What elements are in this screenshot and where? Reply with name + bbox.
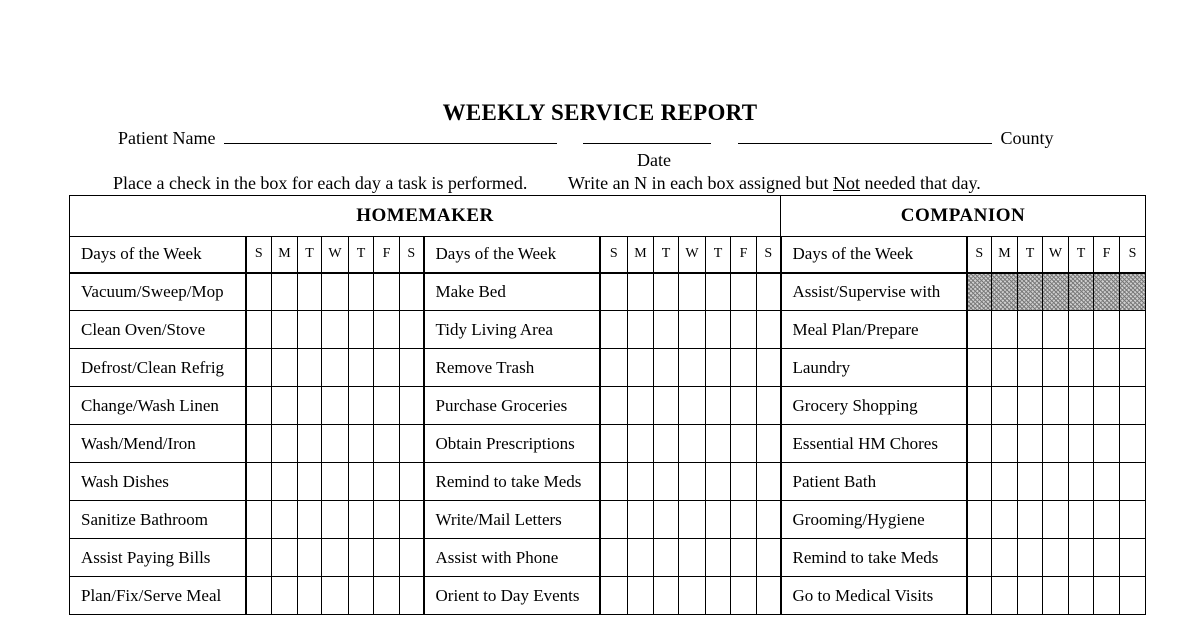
task-row xyxy=(70,349,1146,387)
check-box[interactable] xyxy=(246,349,272,387)
task-label: Vacuum/Sweep/Mop xyxy=(70,273,246,311)
check-box[interactable] xyxy=(1094,425,1120,463)
check-box[interactable] xyxy=(349,463,374,501)
check-box[interactable] xyxy=(679,349,706,387)
check-box[interactable] xyxy=(706,463,731,501)
check-box[interactable] xyxy=(600,501,628,539)
task-label: Essential HM Chores xyxy=(781,425,967,463)
days-header-label: Days of the Week xyxy=(70,237,246,273)
section-homemaker: HOMEMAKER xyxy=(70,196,781,237)
check-box[interactable] xyxy=(679,425,706,463)
check-box[interactable] xyxy=(654,577,679,615)
check-box[interactable] xyxy=(706,501,731,539)
check-box[interactable] xyxy=(706,387,731,425)
check-box[interactable] xyxy=(246,425,272,463)
check-box[interactable] xyxy=(272,577,298,615)
check-box[interactable] xyxy=(757,311,781,349)
check-box[interactable] xyxy=(298,463,322,501)
check-box[interactable] xyxy=(731,273,757,311)
check-box[interactable] xyxy=(1120,463,1146,501)
check-box[interactable] xyxy=(322,273,349,311)
day-header: S xyxy=(757,237,781,273)
check-box[interactable] xyxy=(374,425,400,463)
task-label: Remind to take Meds xyxy=(424,463,600,501)
shaded-cell xyxy=(1094,273,1120,311)
check-box[interactable] xyxy=(298,577,322,615)
check-box[interactable] xyxy=(298,273,322,311)
check-box[interactable] xyxy=(400,349,424,387)
check-box[interactable] xyxy=(757,463,781,501)
check-box[interactable] xyxy=(1069,501,1094,539)
day-header: F xyxy=(1094,237,1120,273)
check-box[interactable] xyxy=(322,463,349,501)
day-header: M xyxy=(628,237,654,273)
shaded-cell xyxy=(992,273,1018,311)
check-box[interactable] xyxy=(272,463,298,501)
task-label: Assist Paying Bills xyxy=(70,539,246,577)
check-box[interactable] xyxy=(1018,349,1043,387)
check-box[interactable] xyxy=(967,387,992,425)
check-box[interactable] xyxy=(322,501,349,539)
check-box[interactable] xyxy=(679,311,706,349)
check-box[interactable] xyxy=(1018,577,1043,615)
check-box[interactable] xyxy=(298,425,322,463)
check-box[interactable] xyxy=(374,273,400,311)
check-box[interactable] xyxy=(731,501,757,539)
day-header: M xyxy=(992,237,1018,273)
check-box[interactable] xyxy=(298,349,322,387)
check-box[interactable] xyxy=(706,349,731,387)
task-label: Assist/Supervise with xyxy=(781,273,967,311)
task-label: Grocery Shopping xyxy=(781,387,967,425)
check-box[interactable] xyxy=(1094,539,1120,577)
check-box[interactable] xyxy=(298,501,322,539)
check-box[interactable] xyxy=(1018,425,1043,463)
county-field[interactable] xyxy=(738,127,992,144)
check-box[interactable] xyxy=(967,425,992,463)
check-box[interactable] xyxy=(706,311,731,349)
check-box[interactable] xyxy=(374,539,400,577)
shaded-cell xyxy=(1069,273,1094,311)
check-box[interactable] xyxy=(757,387,781,425)
check-box[interactable] xyxy=(1120,425,1146,463)
check-box[interactable] xyxy=(298,387,322,425)
check-box[interactable] xyxy=(322,349,349,387)
check-box[interactable] xyxy=(1120,539,1146,577)
days-header-label: Days of the Week xyxy=(424,237,600,273)
check-box[interactable] xyxy=(349,311,374,349)
check-box[interactable] xyxy=(992,539,1018,577)
check-box[interactable] xyxy=(731,311,757,349)
task-row xyxy=(70,577,1146,615)
day-header: F xyxy=(374,237,400,273)
task-row xyxy=(70,387,1146,425)
check-box[interactable] xyxy=(246,577,272,615)
check-box[interactable] xyxy=(1094,311,1120,349)
check-box[interactable] xyxy=(374,311,400,349)
check-box[interactable] xyxy=(322,311,349,349)
check-box[interactable] xyxy=(246,463,272,501)
check-box[interactable] xyxy=(1018,501,1043,539)
check-box[interactable] xyxy=(1043,501,1069,539)
task-label: Remove Trash xyxy=(424,349,600,387)
day-header: W xyxy=(1043,237,1069,273)
day-header: S xyxy=(967,237,992,273)
check-box[interactable] xyxy=(272,425,298,463)
check-box[interactable] xyxy=(400,539,424,577)
county-label: County xyxy=(1000,128,1054,148)
check-box[interactable] xyxy=(654,349,679,387)
check-box[interactable] xyxy=(246,539,272,577)
check-box[interactable] xyxy=(1069,349,1094,387)
check-box[interactable] xyxy=(349,577,374,615)
service-table xyxy=(69,195,1146,615)
task-row xyxy=(70,539,1146,577)
check-box[interactable] xyxy=(1120,577,1146,615)
check-box[interactable] xyxy=(654,387,679,425)
check-box[interactable] xyxy=(679,387,706,425)
check-box[interactable] xyxy=(628,425,654,463)
check-box[interactable] xyxy=(272,273,298,311)
check-box[interactable] xyxy=(1069,387,1094,425)
check-box[interactable] xyxy=(298,311,322,349)
task-label: Write/Mail Letters xyxy=(424,501,600,539)
check-box[interactable] xyxy=(1043,349,1069,387)
task-label: Laundry xyxy=(781,349,967,387)
check-box[interactable] xyxy=(1094,387,1120,425)
date-field[interactable] xyxy=(583,127,711,144)
task-label: Plan/Fix/Serve Meal xyxy=(70,577,246,615)
report-title: WEEKLY SERVICE REPORT xyxy=(442,100,758,125)
check-box[interactable] xyxy=(272,349,298,387)
check-box[interactable] xyxy=(731,349,757,387)
instructions xyxy=(113,173,981,194)
task-label: Go to Medical Visits xyxy=(781,577,967,615)
day-header: T xyxy=(706,237,731,273)
check-box[interactable] xyxy=(757,577,781,615)
check-box[interactable] xyxy=(374,501,400,539)
day-header: S xyxy=(1120,237,1146,273)
check-box[interactable] xyxy=(1120,387,1146,425)
check-box[interactable] xyxy=(654,501,679,539)
check-box[interactable] xyxy=(654,539,679,577)
check-box[interactable] xyxy=(967,349,992,387)
check-box[interactable] xyxy=(1018,539,1043,577)
check-box[interactable] xyxy=(1120,501,1146,539)
check-box[interactable] xyxy=(272,539,298,577)
task-label: Grooming/Hygiene xyxy=(781,501,967,539)
check-box[interactable] xyxy=(679,539,706,577)
check-box[interactable] xyxy=(628,539,654,577)
check-box[interactable] xyxy=(706,577,731,615)
check-box[interactable] xyxy=(731,539,757,577)
check-box[interactable] xyxy=(246,273,272,311)
task-row xyxy=(70,463,1146,501)
check-box[interactable] xyxy=(992,425,1018,463)
check-box[interactable] xyxy=(967,463,992,501)
check-box[interactable] xyxy=(246,311,272,349)
check-box[interactable] xyxy=(628,501,654,539)
check-box[interactable] xyxy=(1069,425,1094,463)
check-box[interactable] xyxy=(349,501,374,539)
check-box[interactable] xyxy=(1043,577,1069,615)
check-box[interactable] xyxy=(731,387,757,425)
check-box[interactable] xyxy=(757,349,781,387)
check-box[interactable] xyxy=(600,425,628,463)
task-row xyxy=(70,273,1146,311)
check-box[interactable] xyxy=(757,425,781,463)
task-label: Purchase Groceries xyxy=(424,387,600,425)
check-box[interactable] xyxy=(1043,387,1069,425)
day-header: T xyxy=(298,237,322,273)
check-box[interactable] xyxy=(600,311,628,349)
check-box[interactable] xyxy=(1094,577,1120,615)
day-header: T xyxy=(654,237,679,273)
check-box[interactable] xyxy=(1018,387,1043,425)
shaded-cell xyxy=(1120,273,1146,311)
instruction-n: Write an N in each box assigned but Not needed that day. xyxy=(567,173,981,193)
check-box[interactable] xyxy=(1043,539,1069,577)
day-header: S xyxy=(246,237,272,273)
check-box[interactable] xyxy=(731,577,757,615)
check-box[interactable] xyxy=(628,349,654,387)
check-box[interactable] xyxy=(400,311,424,349)
check-box[interactable] xyxy=(1043,425,1069,463)
check-box[interactable] xyxy=(400,387,424,425)
check-box[interactable] xyxy=(374,349,400,387)
check-box[interactable] xyxy=(400,501,424,539)
day-header: W xyxy=(322,237,349,273)
check-box[interactable] xyxy=(600,273,628,311)
check-box[interactable] xyxy=(400,463,424,501)
check-box[interactable] xyxy=(349,349,374,387)
check-box[interactable] xyxy=(706,425,731,463)
check-box[interactable] xyxy=(600,463,628,501)
check-box[interactable] xyxy=(1043,463,1069,501)
patient-name-label: Patient Name xyxy=(118,128,216,148)
check-box[interactable] xyxy=(1120,311,1146,349)
day-header: T xyxy=(1018,237,1043,273)
task-label: Assist with Phone xyxy=(424,539,600,577)
days-header-label: Days of the Week xyxy=(781,237,967,273)
check-box[interactable] xyxy=(600,349,628,387)
check-box[interactable] xyxy=(298,539,322,577)
task-row xyxy=(70,501,1146,539)
day-header: T xyxy=(349,237,374,273)
check-box[interactable] xyxy=(349,387,374,425)
check-box[interactable] xyxy=(600,387,628,425)
check-box[interactable] xyxy=(349,539,374,577)
task-label: Tidy Living Area xyxy=(424,311,600,349)
check-box[interactable] xyxy=(992,463,1018,501)
check-box[interactable] xyxy=(628,463,654,501)
shaded-cell xyxy=(1043,273,1069,311)
check-box[interactable] xyxy=(400,577,424,615)
task-label: Orient to Day Events xyxy=(424,577,600,615)
check-box[interactable] xyxy=(1120,349,1146,387)
task-label: Defrost/Clean Refrig xyxy=(70,349,246,387)
task-row xyxy=(70,425,1146,463)
check-box[interactable] xyxy=(757,273,781,311)
check-box[interactable] xyxy=(679,577,706,615)
check-box[interactable] xyxy=(272,387,298,425)
check-box[interactable] xyxy=(967,311,992,349)
patient-name-line xyxy=(118,127,1054,149)
check-box[interactable] xyxy=(679,501,706,539)
section-companion: COMPANION xyxy=(781,196,1146,237)
check-box[interactable] xyxy=(1069,577,1094,615)
check-box[interactable] xyxy=(654,425,679,463)
day-header: M xyxy=(272,237,298,273)
check-box[interactable] xyxy=(731,425,757,463)
check-box[interactable] xyxy=(628,273,654,311)
check-box[interactable] xyxy=(679,463,706,501)
check-box[interactable] xyxy=(272,501,298,539)
check-box[interactable] xyxy=(600,539,628,577)
check-box[interactable] xyxy=(654,463,679,501)
check-box[interactable] xyxy=(628,577,654,615)
patient-name-field[interactable] xyxy=(224,127,557,144)
check-box[interactable] xyxy=(400,425,424,463)
task-row xyxy=(70,311,1146,349)
check-box[interactable] xyxy=(374,463,400,501)
check-box[interactable] xyxy=(272,311,298,349)
day-header: S xyxy=(600,237,628,273)
task-label: Change/Wash Linen xyxy=(70,387,246,425)
check-box[interactable] xyxy=(322,425,349,463)
check-box[interactable] xyxy=(757,501,781,539)
check-box[interactable] xyxy=(679,273,706,311)
task-label: Sanitize Bathroom xyxy=(70,501,246,539)
task-label: Wash/Mend/Iron xyxy=(70,425,246,463)
check-box[interactable] xyxy=(1043,311,1069,349)
check-box[interactable] xyxy=(706,539,731,577)
day-header: W xyxy=(679,237,706,273)
check-box[interactable] xyxy=(374,387,400,425)
check-box[interactable] xyxy=(1069,311,1094,349)
check-box[interactable] xyxy=(654,311,679,349)
task-label: Patient Bath xyxy=(781,463,967,501)
check-box[interactable] xyxy=(1018,463,1043,501)
check-box[interactable] xyxy=(322,577,349,615)
check-box[interactable] xyxy=(992,577,1018,615)
check-box[interactable] xyxy=(400,273,424,311)
day-header: T xyxy=(1069,237,1094,273)
shaded-cell xyxy=(967,273,992,311)
check-box[interactable] xyxy=(1069,539,1094,577)
check-box[interactable] xyxy=(349,273,374,311)
check-box[interactable] xyxy=(992,501,1018,539)
task-label: Wash Dishes xyxy=(70,463,246,501)
check-box[interactable] xyxy=(1018,311,1043,349)
check-box[interactable] xyxy=(628,311,654,349)
instruction-check: Place a check in the box for each day a task is performed. xyxy=(113,173,528,193)
check-box[interactable] xyxy=(967,539,992,577)
task-label: Remind to take Meds xyxy=(781,539,967,577)
check-box[interactable] xyxy=(1094,501,1120,539)
day-header: S xyxy=(400,237,424,273)
check-box[interactable] xyxy=(992,311,1018,349)
check-box[interactable] xyxy=(1094,463,1120,501)
shaded-cell xyxy=(1018,273,1043,311)
check-box[interactable] xyxy=(349,425,374,463)
check-box[interactable] xyxy=(1069,463,1094,501)
check-box[interactable] xyxy=(1094,349,1120,387)
task-label: Meal Plan/Prepare xyxy=(781,311,967,349)
check-box[interactable] xyxy=(654,273,679,311)
check-box[interactable] xyxy=(246,387,272,425)
check-box[interactable] xyxy=(246,501,272,539)
check-box[interactable] xyxy=(992,349,1018,387)
check-box[interactable] xyxy=(967,501,992,539)
check-box[interactable] xyxy=(967,577,992,615)
check-box[interactable] xyxy=(706,273,731,311)
check-box[interactable] xyxy=(322,539,349,577)
check-box[interactable] xyxy=(757,539,781,577)
task-label: Make Bed xyxy=(424,273,600,311)
check-box[interactable] xyxy=(992,387,1018,425)
check-box[interactable] xyxy=(322,387,349,425)
task-label: Clean Oven/Stove xyxy=(70,311,246,349)
check-box[interactable] xyxy=(628,387,654,425)
task-label: Obtain Prescriptions xyxy=(424,425,600,463)
check-box[interactable] xyxy=(600,577,628,615)
day-header: F xyxy=(731,237,757,273)
date-label: Date xyxy=(637,150,671,170)
check-box[interactable] xyxy=(374,577,400,615)
check-box[interactable] xyxy=(731,463,757,501)
